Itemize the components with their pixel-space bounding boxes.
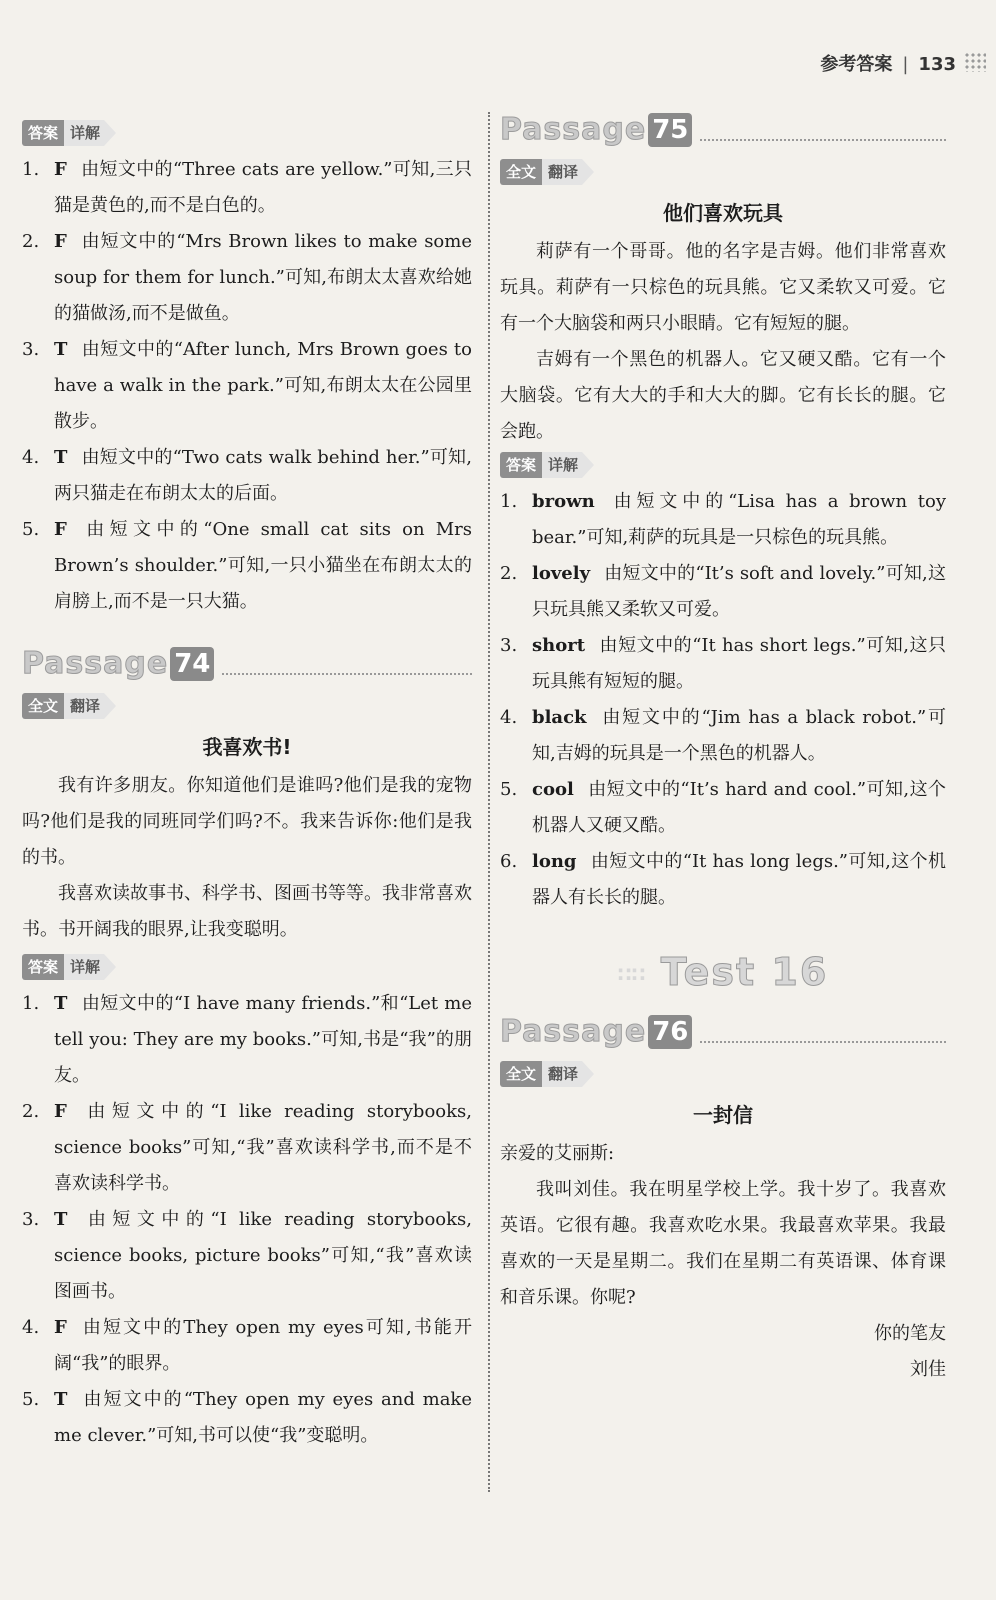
passage-75-title: 他们喜欢玩具 [663, 201, 783, 225]
item-number: 1. [22, 159, 40, 180]
passage-75-paragraph-1: 莉萨有一个哥哥。他的名字是吉姆。他们非常喜欢玩具。莉萨有一只棕色的玩具熊。它又柔软又可爱。它有一个大脑袋和两只小眼睛。它有短短的腿。 [500, 241, 946, 334]
passage-number: 74 [170, 647, 214, 681]
tag-arrow-icon [582, 159, 594, 185]
item-text: 由短文中的“Three cats are yellow.”可知,三只猫是黄色的,而不是白色的。 [54, 159, 472, 216]
item-number: 2. [22, 1101, 40, 1122]
test-label: Test 16 [660, 950, 829, 994]
list-item [22, 440, 472, 512]
translation-tag [500, 1061, 594, 1087]
item-text: 由短文中的“They open my eyes and make me clever.”可知,书可以使“我”变聪明。 [54, 1389, 472, 1446]
item-key: T [54, 993, 68, 1014]
item-number: 5. [22, 519, 40, 540]
item-key: T [54, 1389, 68, 1410]
dots-decoration-icon [964, 52, 986, 72]
tag-answer-label: 答案 [500, 452, 542, 478]
list-item [22, 1094, 472, 1202]
list-item [22, 332, 472, 440]
item-text: 由短文中的They open my eyes可知,书能开阔“我”的眼界。 [54, 1317, 472, 1374]
left-column [22, 118, 472, 1454]
item-text: 由短文中的“After lunch, Mrs Brown goes to have a walk in the park.”可知,布朗太太在公园里散步。 [54, 339, 472, 432]
item-key: black [532, 707, 587, 728]
passage-word: Passage [500, 1014, 647, 1049]
item-key: T [54, 447, 68, 468]
list-item [500, 772, 946, 844]
p73-answer-list [22, 152, 472, 620]
passage-74-title: 我喜欢书! [202, 735, 292, 759]
dotted-rule [700, 1041, 946, 1043]
tag-answer-label: 答案 [22, 120, 64, 146]
item-key: F [54, 519, 67, 540]
list-item [22, 224, 472, 332]
item-number: 6. [500, 851, 518, 872]
tag-translation-detail: 翻译 [542, 1061, 582, 1087]
p75-answer-list [500, 484, 946, 916]
test-left-dots-icon: ∷∷ [617, 962, 646, 987]
item-number: 4. [22, 447, 40, 468]
item-number: 3. [22, 339, 40, 360]
item-number: 5. [500, 779, 518, 800]
tag-translation-detail: 翻译 [64, 693, 104, 719]
tag-answer-detail: 详解 [64, 120, 104, 146]
tag-translation-label: 全文 [500, 1061, 542, 1087]
item-text: 由短文中的“I have many friends.”和“Let me tell you: They are my books.”可知,书是“我”的朋友。 [54, 993, 472, 1086]
test-heading [500, 950, 946, 994]
letter-body: 我叫刘佳。我在明星学校上学。我十岁了。我喜欢英语。它很有趣。我喜欢吃水果。我最喜欢苹果。我最喜欢的一天是星期二。我们在星期二有英语课、体育课和音乐课。你呢? [500, 1179, 946, 1308]
passage-number: 75 [648, 113, 692, 147]
tag-answer-detail: 详解 [64, 954, 104, 980]
list-item [22, 152, 472, 224]
tag-arrow-icon [582, 1061, 594, 1087]
tag-translation-label: 全文 [500, 159, 542, 185]
item-text: 由短文中的“Jim has a black robot.”可知,吉姆的玩具是一个黑色的机器人。 [532, 707, 946, 764]
item-key: lovely [532, 563, 591, 584]
page-header [820, 50, 956, 76]
passage-76-title: 一封信 [693, 1103, 753, 1127]
list-item [500, 700, 946, 772]
tag-arrow-icon [582, 452, 594, 478]
list-item [500, 484, 946, 556]
item-text: 由短文中的“It’s hard and cool.”可知,这个机器人又硬又酷。 [532, 779, 946, 836]
tag-arrow-icon [104, 954, 116, 980]
header-section: 参考答案 [820, 54, 893, 75]
letter-closing: 你的笔友 [874, 1323, 946, 1344]
item-key: long [532, 851, 577, 872]
item-number: 2. [22, 231, 40, 252]
answer-tag [500, 452, 594, 478]
item-text: 由短文中的“Two cats walk behind her.”可知,两只猫走在布朗太太的后面。 [54, 447, 472, 504]
dotted-rule [222, 673, 472, 675]
list-item [500, 628, 946, 700]
item-number: 5. [22, 1389, 40, 1410]
tag-translation-label: 全文 [22, 693, 64, 719]
item-key: T [54, 1209, 68, 1230]
item-number: 4. [500, 707, 518, 728]
passage-76-heading [500, 1014, 946, 1049]
item-text: 由短文中的“It has long legs.”可知,这个机器人有长长的腿。 [532, 851, 946, 908]
item-number: 1. [22, 993, 40, 1014]
item-key: F [54, 1101, 67, 1122]
dotted-rule [700, 139, 946, 141]
item-key: F [54, 159, 67, 180]
tag-answer-detail: 详解 [542, 452, 582, 478]
list-item [22, 986, 472, 1094]
translation-tag [22, 693, 116, 719]
item-text: 由短文中的“It has short legs.”可知,这只玩具熊有短短的腿。 [532, 635, 946, 692]
item-key: cool [532, 779, 574, 800]
header-separator: | [902, 54, 909, 75]
passage-word: Passage [22, 646, 169, 681]
right-column [500, 112, 946, 1388]
item-text: 由短文中的“I like reading storybooks, science books”可知,“我”喜欢读科学书,而不是不喜欢读科学书。 [54, 1101, 472, 1194]
item-key: F [54, 1317, 67, 1338]
item-text: 由短文中的“It’s soft and lovely.”可知,这只玩具熊又柔软又可爱。 [532, 563, 946, 620]
letter-signature: 刘佳 [910, 1359, 946, 1380]
passage-word: Passage [500, 112, 647, 147]
list-item [500, 844, 946, 916]
passage-75-paragraph-2: 吉姆有一个黑色的机器人。它又硬又酷。它有一个大脑袋。它有大大的手和大大的脚。它有长长的腿。它会跑。 [500, 349, 946, 442]
list-item [22, 512, 472, 620]
list-item [22, 1382, 472, 1454]
passage-74-heading [22, 646, 472, 681]
page-number: 133 [918, 54, 956, 75]
item-key: brown [532, 491, 595, 512]
tag-answer-label: 答案 [22, 954, 64, 980]
item-text: 由短文中的“One small cat sits on Mrs Brown’s shoulder.”可知,一只小猫坐在布朗太太的肩膀上,而不是一只大猫。 [54, 519, 472, 612]
tag-arrow-icon [104, 693, 116, 719]
item-number: 2. [500, 563, 518, 584]
item-number: 3. [500, 635, 518, 656]
item-number: 4. [22, 1317, 40, 1338]
passage-74-paragraph-1: 我有许多朋友。你知道他们是谁吗?他们是我的宠物吗?他们是我的同班同学们吗?不。我来告诉你:他们是我的书。 [22, 775, 472, 868]
p74-answer-list [22, 986, 472, 1454]
tag-translation-detail: 翻译 [542, 159, 582, 185]
answer-tag [22, 120, 116, 146]
item-key: short [532, 635, 586, 656]
list-item [500, 556, 946, 628]
list-item [22, 1202, 472, 1310]
passage-number: 76 [648, 1015, 692, 1049]
tag-arrow-icon [104, 120, 116, 146]
item-text: 由短文中的“Lisa has a brown toy bear.”可知,莉萨的玩具是一只棕色的玩具熊。 [532, 491, 946, 548]
passage-74-paragraph-2: 我喜欢读故事书、科学书、图画书等等。我非常喜欢书。书开阔我的眼界,让我变聪明。 [22, 883, 472, 940]
item-key: F [54, 231, 67, 252]
item-number: 3. [22, 1209, 40, 1230]
item-text: 由短文中的“Mrs Brown likes to make some soup for them for lunch.”可知,布朗太太喜欢给她的猫做汤,而不是做鱼。 [54, 231, 472, 324]
letter-greeting: 亲爱的艾丽斯: [500, 1143, 615, 1164]
item-number: 1. [500, 491, 518, 512]
column-divider [488, 112, 490, 1492]
item-key: T [54, 339, 68, 360]
item-text: 由短文中的“I like reading storybooks, science books, picture books”可知,“我”喜欢读图画书。 [54, 1209, 472, 1302]
passage-75-heading [500, 112, 946, 147]
list-item [22, 1310, 472, 1382]
translation-tag [500, 159, 594, 185]
answer-tag [22, 954, 116, 980]
